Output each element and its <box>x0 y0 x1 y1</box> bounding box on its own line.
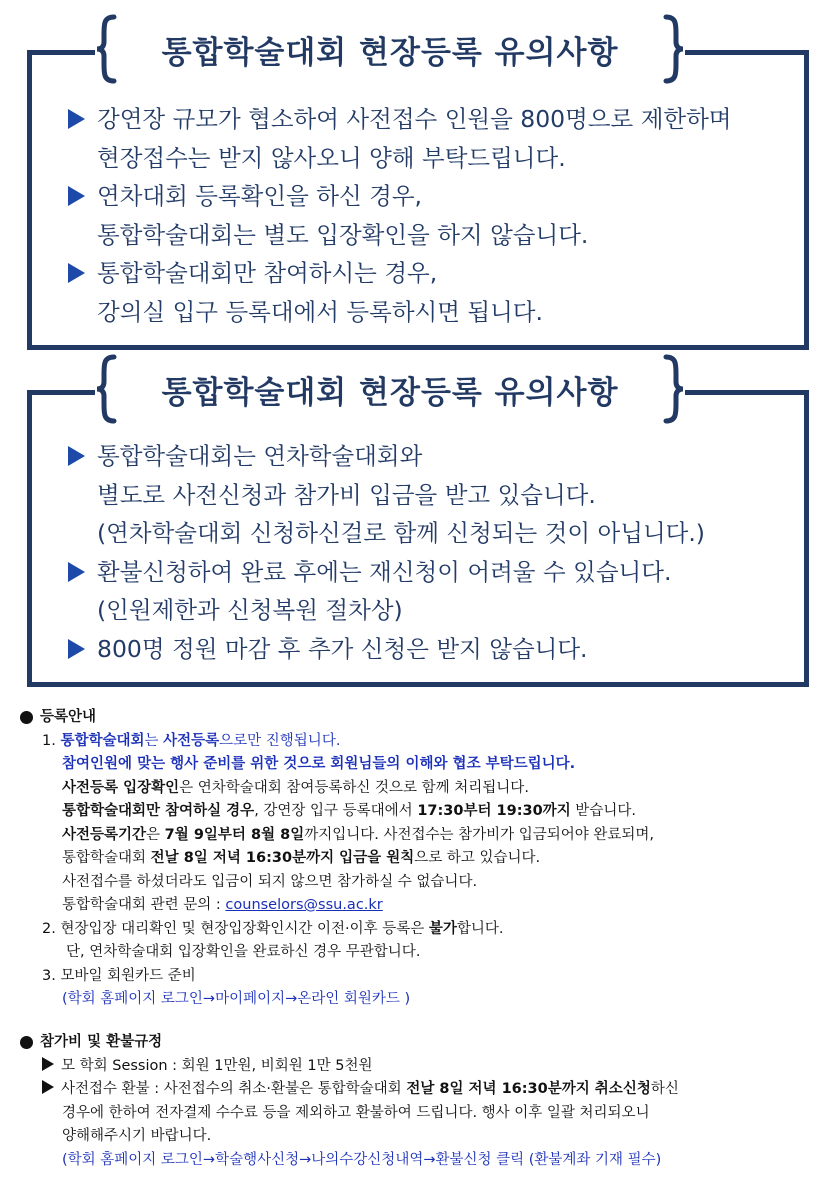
triangle-bullet-icon <box>68 562 85 582</box>
triangle-bullet-icon <box>68 263 85 283</box>
registration-item-1: 1. 통합학술대회는 사전등록으로만 진행됩니다. <box>42 732 341 749</box>
registration-item-2: 2. 현장입장 대리확인 및 현장입장확인시간 이전·이후 등록은 불가합니다. <box>42 920 504 937</box>
notice-title-text: 통합학술대회 현장등록 유의사항 <box>161 34 619 71</box>
notice-title-1 <box>95 14 685 84</box>
left-brace-icon <box>95 14 117 84</box>
registration-section: 등록안내 1. 통합학술대회는 사전등록으로만 진행됩니다. 참여인원에 맞는 행사 준비를 위한 것으로 회원님들의 이해와 협조 부탁드립니다. 사전등록 입장확인은 연차학술대회 참여등록하신 것으로 함께 처리됩니다. 통합학술대회만 참여하실 경우, 강연장 입구 등록대에서 17:30부터 19:30까지 받습니다. 사전등록기간은 7월 9일부터 8월 8일까지입니다. 사전접수는 참가비가 입금되어야 완료되며, 통합학술대회 전날 8일 저녁 16:30분까지 입금을 원칙으로 하고 있습니다. 사전접수를 하셨더라도 입금이 되지 않으면 참가하실 수 없습니다. 통합학술대회 관련 문의 : counselors@ssu.ac.kr 2. 현장입장 대리확인 및 현장입장확인시간 이전·이후 등록은 불가합니다. 단, 연차학술대회 입장확인을 완료하신 경우 무관합니다. 3. 모바일 회원카드 준비 (학회 홈페이지 로그인→마이페이지→온라인 회원카드 ) <box>20 706 806 1012</box>
triangle-bullet-icon <box>68 186 85 206</box>
registration-heading: 등록안내 <box>20 706 806 730</box>
notice-title-text: 통합학술대회 현장등록 유의사항 <box>161 374 619 411</box>
left-brace-icon <box>95 354 117 424</box>
notice-item: 통합학술대회만 참여하시는 경우, <box>68 254 806 293</box>
fee-item-refund: 사전접수 환불 : 사전접수의 취소·환불은 통합학술대회 전날 8일 저녁 16:30분까지 취소신청하신 <box>20 1078 806 1102</box>
triangle-bullet-icon <box>42 1080 54 1094</box>
notice-item: 통합학술대회는 연차학술대회와 <box>68 437 806 476</box>
contact-email-link[interactable]: counselors@ssu.ac.kr <box>225 897 383 913</box>
registration-item-3: 3. 모바일 회원카드 준비 <box>42 967 196 984</box>
triangle-bullet-icon <box>68 446 85 466</box>
notice-item: 800명 정원 마감 후 추가 신청은 받지 않습니다. <box>68 630 806 669</box>
notice-item: 강연장 규모가 협소하여 사전접수 인원을 800명으로 제한하며 <box>68 100 806 139</box>
triangle-bullet-icon <box>68 639 85 659</box>
fee-item-session: 모 학회 Session : 회원 1만원, 비회원 1만 5천원 <box>20 1055 806 1079</box>
notice-item: 연차대회 등록확인을 하신 경우, <box>68 177 806 216</box>
notice-title-2 <box>95 354 685 424</box>
fees-section: 참가비 및 환불규정 모 학회 Session : 회원 1만원, 비회원 1만 5천원 사전접수 환불 : 사전접수의 취소·환불은 통합학술대회 전날 8일 저녁 16:30분까지 취소신청하신 경우에 한하여 전자결제 수수료 등을 제외하고 환불하여 드립니다. 행사 이후 일괄 처리되오니 양해해주시기 바랍니다. (학회 홈페이지 로그인→학술행사신청→나의수강신청내역→환불신청 클릭 (환불계좌 기재 필수) <box>20 1031 806 1172</box>
right-brace-icon <box>663 354 685 424</box>
triangle-bullet-icon <box>42 1057 54 1071</box>
triangle-bullet-icon <box>68 109 85 129</box>
notice-list-1: 강연장 규모가 협소하여 사전접수 인원을 800명으로 제한하며 현장접수는 받지 않사오니 양해 부탁드립니다. 연차대회 등록확인을 하신 경우, 통합학술대회는 별도 입장확인을 하지 않습니다. 통합학술대회만 참여하시는 경우, 강의실 입구 등록대에서 등록하시면 됩니다. <box>68 100 806 331</box>
notice-list-2: 통합학술대회는 연차학술대회와 별도로 사전신청과 참가비 입금을 받고 있습니다. (연차학술대회 신청하신걸로 함께 신청되는 것이 아닙니다.) 환불신청하여 완료 후에는 재신청이 어려울 수 있습니다. (인원제한과 신청복원 절차상) 800명 정원 마감 후 추가 신청은 받지 않습니다. <box>68 437 806 668</box>
bullet-dot-icon <box>20 1036 33 1049</box>
right-brace-icon <box>663 14 685 84</box>
fees-heading: 참가비 및 환불규정 <box>20 1031 806 1055</box>
bullet-dot-icon <box>20 711 33 724</box>
notice-item: 환불신청하여 완료 후에는 재신청이 어려울 수 있습니다. <box>68 553 806 592</box>
